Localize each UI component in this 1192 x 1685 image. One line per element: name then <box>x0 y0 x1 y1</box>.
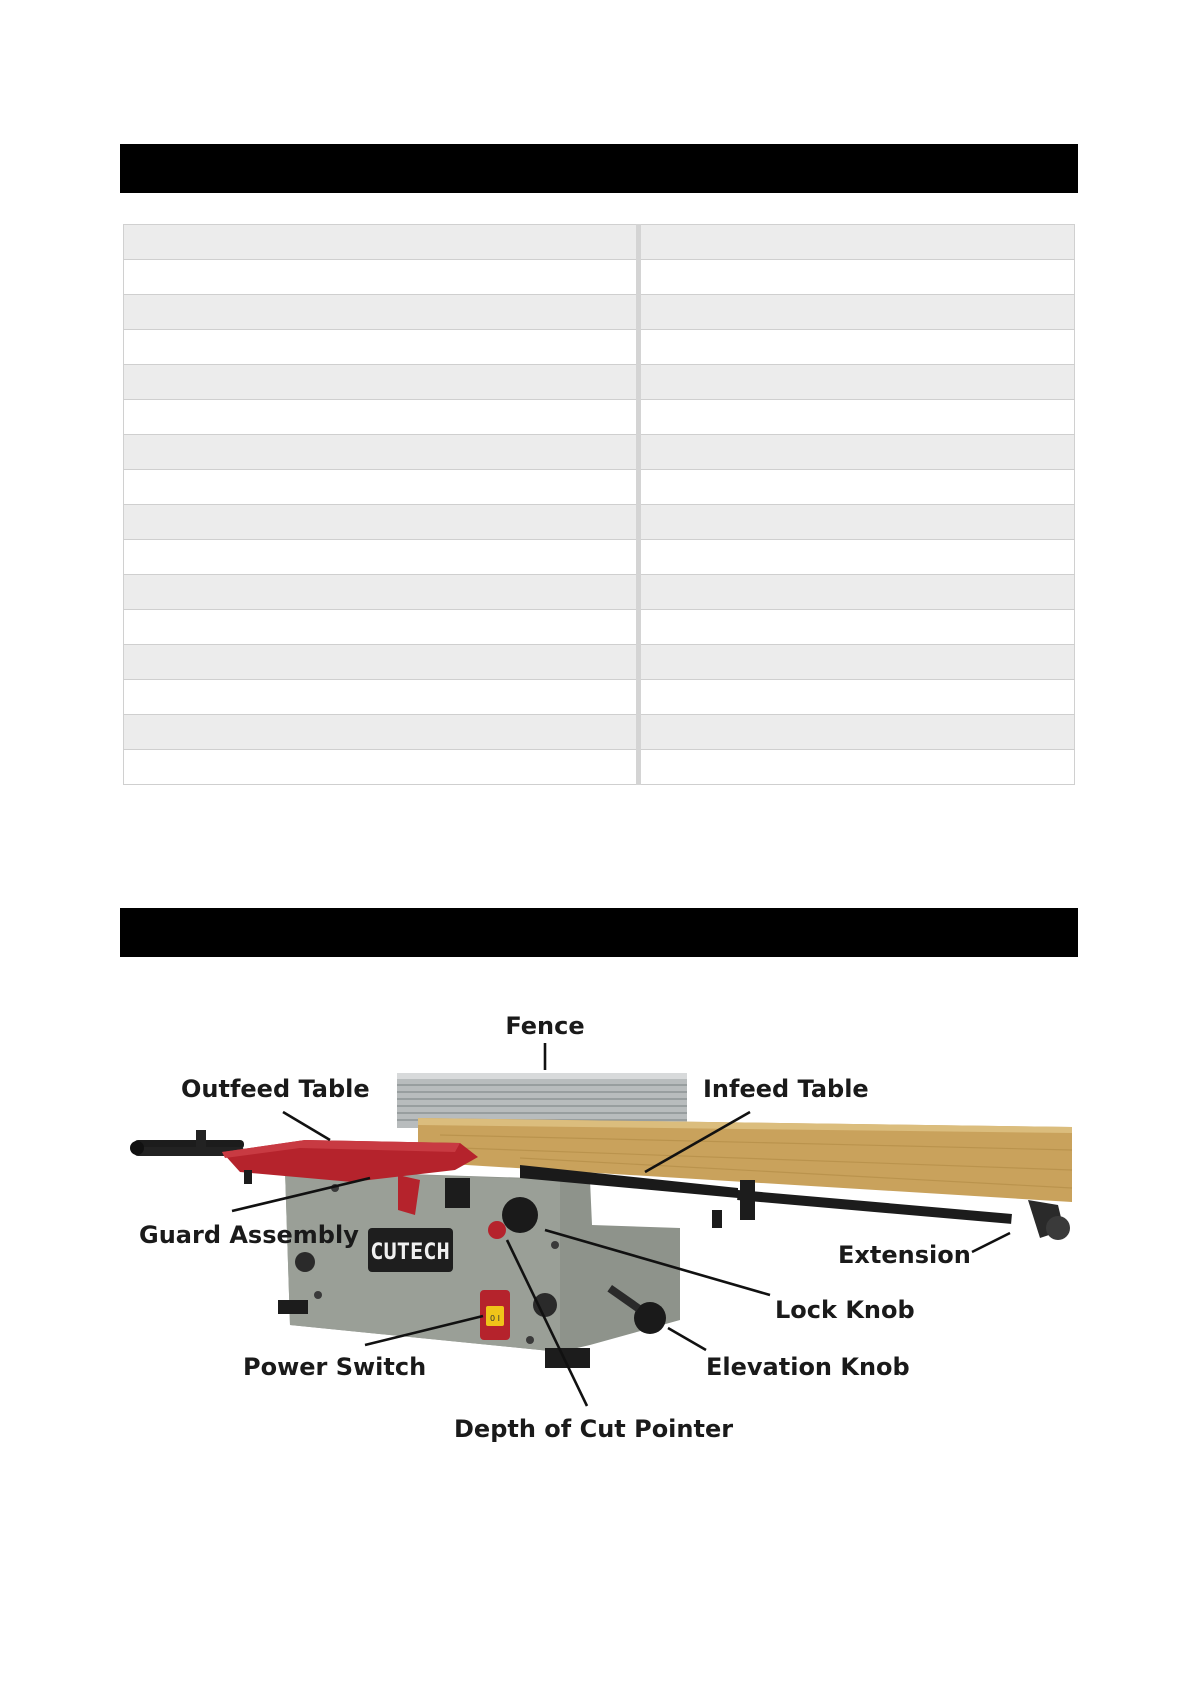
jointer-body-illustration <box>278 1170 680 1368</box>
elevation-knob-label: Elevation Knob <box>706 1353 910 1381</box>
extension-label: Extension <box>838 1241 971 1269</box>
brand-logo-text: CUTECH <box>370 1240 450 1265</box>
power-switch-label: Power Switch <box>243 1353 427 1381</box>
outfeed-table-leader <box>283 1112 330 1140</box>
power-switch-marking: 0 I <box>490 1314 500 1323</box>
guard-assembly-label: Guard Assembly <box>139 1221 359 1249</box>
fence-label: Fence <box>505 1012 585 1040</box>
elevation-knob-leader <box>668 1328 706 1350</box>
extension-leader <box>972 1233 1010 1252</box>
outfeed-table-label: Outfeed Table <box>181 1075 370 1103</box>
lock-knob-shape <box>502 1197 538 1233</box>
depth-pointer-shape <box>488 1221 506 1239</box>
infeed-table-label: Infeed Table <box>703 1075 869 1103</box>
lock-knob-label: Lock Knob <box>775 1296 915 1324</box>
depth-of-cut-pointer-label: Depth of Cut Pointer <box>454 1415 734 1443</box>
